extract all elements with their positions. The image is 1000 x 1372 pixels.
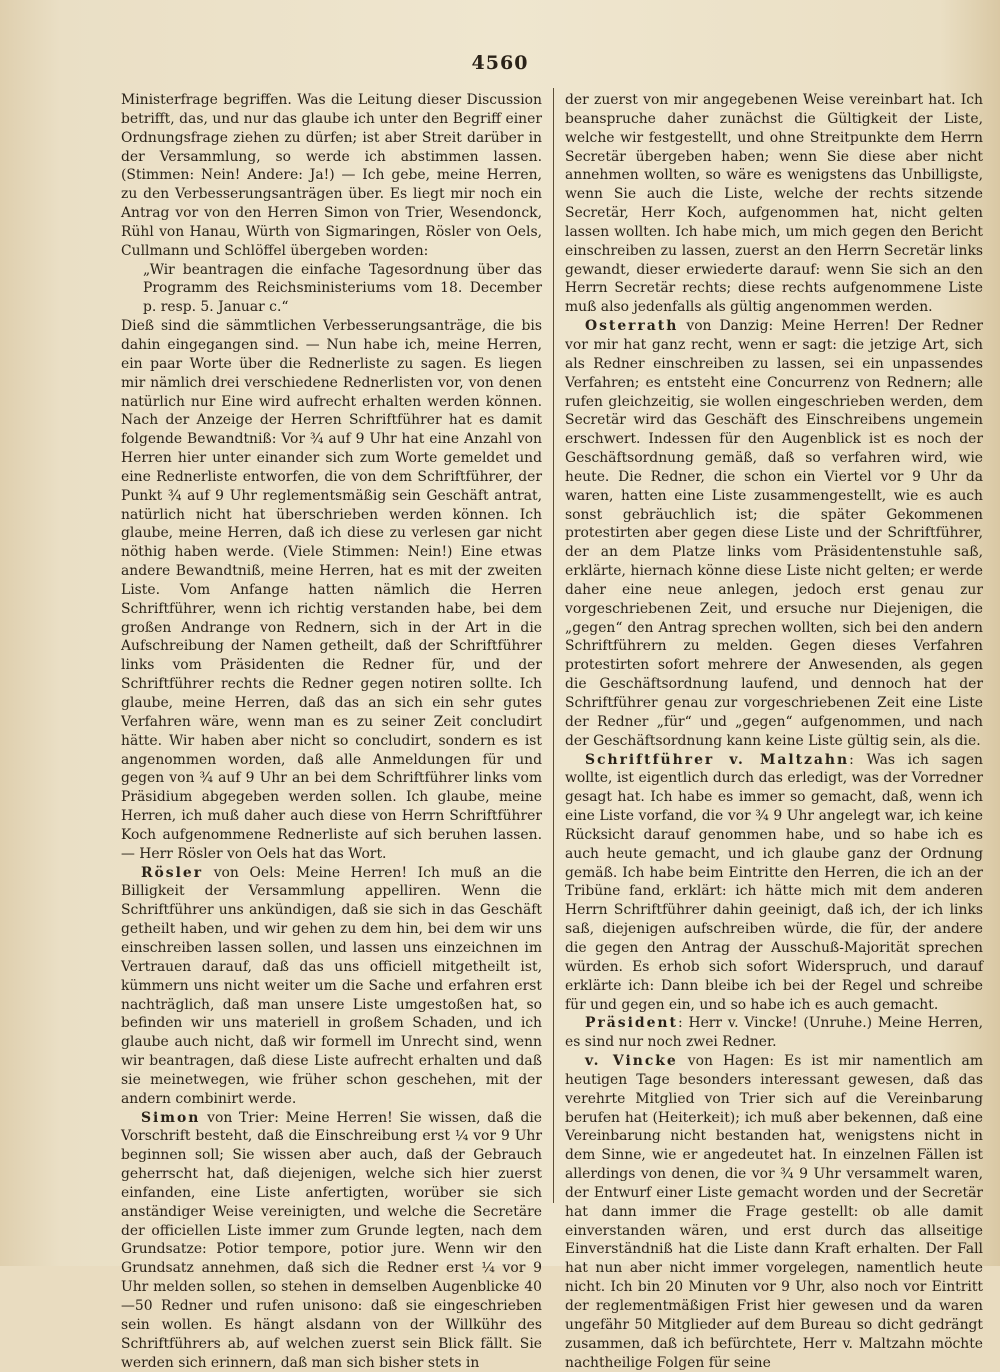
paragraph-text: : Herr v. Vincke! (Unruhe.) Meine Herren, es sind nur noch zwei Redner. (565, 1015, 983, 1051)
paragraph-text: von Oels: Meine Herren! Ich muß an die Billigkeit der Versammlung appelliren. Wenn die Schriftführer uns ankündigen, daß sie sich in das Geschäft getheilt haben, und wir gehen zu dem hin, bei dem wir uns einschreiben lassen sollen, und lassen uns einzeichnen im Vertrauen darauf, daß das uns officiell mitgetheilt ist, kümmern uns nicht weiter um die Sache und erfahren erst nachträglich, daß man unsere Liste umgestoßen hat, so befinden wir uns materiell in großem Schaden, und ich glaube auch nicht, daß wir formell im Unrecht sind, wenn wir beantragen, daß diese Liste aufrecht erhalten und daß sie meinetwegen, wie früher schon geschehen, mit der andern combinirt werde. (121, 864, 542, 1107)
speaker-name: Osterrath (585, 318, 679, 335)
speech-paragraph (565, 317, 983, 750)
speaker-name: Rösler (141, 864, 204, 881)
speech-paragraph (565, 1052, 983, 1372)
quoted-motion (121, 261, 542, 318)
speaker-name: v. Vincke (585, 1053, 678, 1070)
paragraph (121, 317, 542, 863)
speech-paragraph (565, 751, 983, 1015)
page-number: 4560 (471, 52, 529, 74)
speech-paragraph (121, 1109, 542, 1372)
paragraph-text: Ministerfrage begriffen. Was die Leitung dieser Discussion betrifft, das, und nur das glaube ich unter den Begriff einer Ordnungsfrage ziehen zu dürfen; ist aber Streit darüber in der Versammlung, so werde ich abstimmen lassen. (Stimmen: Nein! Andere: Ja!) — Ich gebe, meine Herren, zu den Verbesserungsanträgen über. Es liegt mir noch ein Antrag vor von den Herren Simon von Trier, Wesendonck, Rühl von Hanau, Würth von Sigmaringen, Rösler von Oels, Cullmann und Schlöffel übergeben worden: (121, 92, 542, 259)
paragraph-text: Dieß sind die sämmtlichen Verbesserungsanträge, die bis dahin eingegangen sind. — Nun habe ich, meine Herren, ein paar Worte über die Rednerliste zu sagen. Es liegen mir nämlich drei verschiedene Rednerlisten vor, von denen natürlich nur Eine wird aufrecht erhalten werden können. Nach der Anzeige der Herren Schriftführer hat es damit folgende Bewandtniß: Vor ¾ auf 9 Uhr hat eine Anzahl von Herren hier unter einander sich zum Worte gemeldet und eine Rednerliste entworfen, die von dem Schriftführer, der Punkt ¾ auf 9 Uhr reglementsmäßig sein Geschäft antrat, natürlich nicht hat überschrieben werden können. Ich glaube, meine Herren, daß ich diese zu verlesen gar nicht nöthig haben werde. (Viele Stimmen: Nein!) Eine etwas andere Bewandtniß, meine Herren, hat es mit der zweiten Liste. Vom Anfange hatten nämlich die Herren Schriftführer, wenn ich richtig verstanden habe, bei dem großen Andrange von Rednern, sich in der Art in die Aufschreibung der Namen getheilt, daß der Schriftführer links vom Präsidenten die Redner für, und der Schriftführer rechts die Redner gegen notiren sollte. Ich glaube, meine Herren, daß das an sich ein sehr gutes Verfahren wäre, wenn man es zu seiner Zeit concludirt hätte. Wir haben aber nicht so concludirt, sondern es ist angenommen worden, daß alle Anmeldungen für und gegen von ¾ auf 9 Uhr an bei dem Schriftführer links vom Präsidium abgegeben werden sollen. Ich glaube, meine Herren, ich muß daher auch diese von Herrn Schriftführer Koch aufgenommene Rednerliste auf sich beruhen lassen. — Herr Rösler von Oels hat das Wort. (121, 318, 542, 862)
speaker-name: Schriftführer v. Maltzahn (585, 751, 850, 768)
paragraph (121, 91, 542, 261)
paragraph-text: : Was ich sagen wollte, ist eigentlich durch das erledigt, was der Vorredner gesagt hat. Ich habe es immer so gemacht, daß, wenn ich eine Liste vorfand, die vor ¾ 9 Uhr angelegt war, ich keine Rücksicht darauf genommen habe, und so habe ich es auch heute gemacht, und ich glaube ganz der Ordnung gemäß. Ich habe beim Eintritte den Herren, die ich an der Tribüne fand, erklärt: ich hätte mich mit dem anderen Herrn Schriftführer dahin geeinigt, daß ich, der ich links saß, diejenigen aufschreiben würde, die für, der andere die gegen den Antrag der Ausschuß-Majorität sprechen würden. Es erhob sich sofort Widerspruch, und darauf erklärte ich: Dann bleibe ich bei der Regel und schreibe für und gegen ein, und so habe ich es auch gemacht. (565, 751, 984, 1013)
right-column (565, 91, 984, 1371)
speech-paragraph (121, 864, 542, 1109)
paragraph (565, 91, 983, 317)
paragraph-text: „Wir beantragen die einfache Tagesordnung über das Programm des Reichsministeriums vom 18. December p. resp. 5. Januar c.“ (143, 261, 542, 316)
paragraph-text: von Trier: Meine Herren! Sie wissen, daß die Vorschrift besteht, daß die Einschreibung erst ¼ vor 9 Uhr beginnen soll; Sie wissen aber auch, daß der Gebrauch geherrscht hat, daß diejenigen, welche sich hier zuerst einfanden, eine Liste anfertigten, worüber sie sich anständiger Weise vereinigten, und welche die Secretäre der officiellen Liste immer zum Grunde legten, nach dem Grundsatze: Potior tempore, potior jure. Wenn wir den Grundsatz annehmen, daß sich die Redner erst ¼ vor 9 Uhr melden sollen, so stehen in demselben Augenblicke 40—50 Redner und rufen unisono: daß sie eingeschrieben sein wollen. Es hängt alsdann von der Willkühr des Schriftführers ab, auf welchen zuerst sein Blick fällt. Sie werden sich erinnern, daß man sich bisher stets in (121, 1109, 542, 1371)
paragraph-text: von Danzig: Meine Herren! Der Redner vor mir hat ganz recht, wenn er sagt: die jetzige Art, sich als Redner einschreiben zu lassen, sei ein unpassendes Verfahren; es entsteht eine Concurrenz von Rednern; alle rufen gleichzeitig, sie wollen eingeschrieben werden, dem Secretär wird das Geschäft des Einschreibens ungemein erschwert. Indessen für den Augenblick ist es noch der Geschäftsordnung gemäß, daß so verfahren wird, wie heute. Die Redner, die schon ein Viertel vor 9 Uhr da waren, hatten eine Liste zusammengestellt, wie es auch sonst gebräuchlich ist; die später Gekommenen protestirten aber gegen diese Liste und der Schriftführer, der an dem Platze links vom Präsidentenstuhle saß, erklärte, hiernach könne diese Liste nicht gelten; er werde daher eine neue anlegen, jedoch erst genau zur vorgeschriebenen Zeit, und ersuche nur Diejenigen, die „gegen“ den Antrag sprechen wollten, sich bei den andern Schriftführern zu melden. Gegen dieses Verfahren protestirten sofort mehrere der Anwesenden, als gegen die Geschäftsordnung laufend, und dennoch hat der Schriftführer genau zur vorgeschriebenen Zeit eine Liste der Redner „für“ und „gegen“ aufgenommen, und nach der Geschäftsordnung kann keine Liste gültig sein, als die. (565, 318, 983, 749)
speaker-name: Simon (141, 1109, 201, 1126)
paragraph-text: von Hagen: Es ist mir namentlich am heutigen Tage besonders interessant gewesen, daß das verehrte Mitglied von Trier sich auf die Vereinbarung berufen hat (Heiterkeit); ich muß aber bekennen, daß eine Vereinbarung nicht bestanden hat, wenigstens nicht in dem Sinne, wie er angedeutet hat. In einzelnen Fällen ist allerdings von denen, die vor ¾ 9 Uhr versammelt waren, der Entwurf einer Liste gemacht worden und der Secretär hat dann immer die Frage gestellt: ob alle damit einverstanden wären, und erst durch das allseitige Einverständniß hat die Liste dann Kraft erhalten. Der Fall hat nun aber nicht immer vorgelegen, namentlich heute nicht. Ich bin 20 Minuten vor 9 Uhr, also noch vor Eintritt der reglementmäßigen Frist hier gewesen und da waren ungefähr 50 Mitglieder auf dem Bureau so dicht gedrängt zusammen, daß ich befürchtete, Herr v. Maltzahn möchte nachtheilige Folgen für seine (565, 1053, 983, 1371)
left-column (121, 91, 542, 1371)
column-divider (553, 88, 554, 1203)
paragraph-text: der zuerst von mir angegebenen Weise vereinbart hat. Ich beanspruche daher zunächst die Gültigkeit der Liste, welche wir festgestellt, und ohne Streitpunkte dem Herrn Secretär übergeben haben; wenn Sie diese aber nicht annehmen wollten, so wäre es wenigstens das Unbilligste, wenn Sie auch die Liste, welche der rechts sitzende Secretär, Herr Koch, aufgenommen hat, nicht gelten lassen wollten. Ich habe mich, um mich gegen den Bericht einschreiben zu lassen, zuerst an den Herrn Secretär links gewandt, dieser erwiederte darauf: wenn Sie sich an den Herrn Secretär rechts; diese rechts aufgenommene Liste muß also jedenfalls als gültig angenommen werden. (565, 92, 983, 316)
speaker-name: Präsident (585, 1015, 678, 1032)
speech-paragraph (565, 1014, 983, 1052)
